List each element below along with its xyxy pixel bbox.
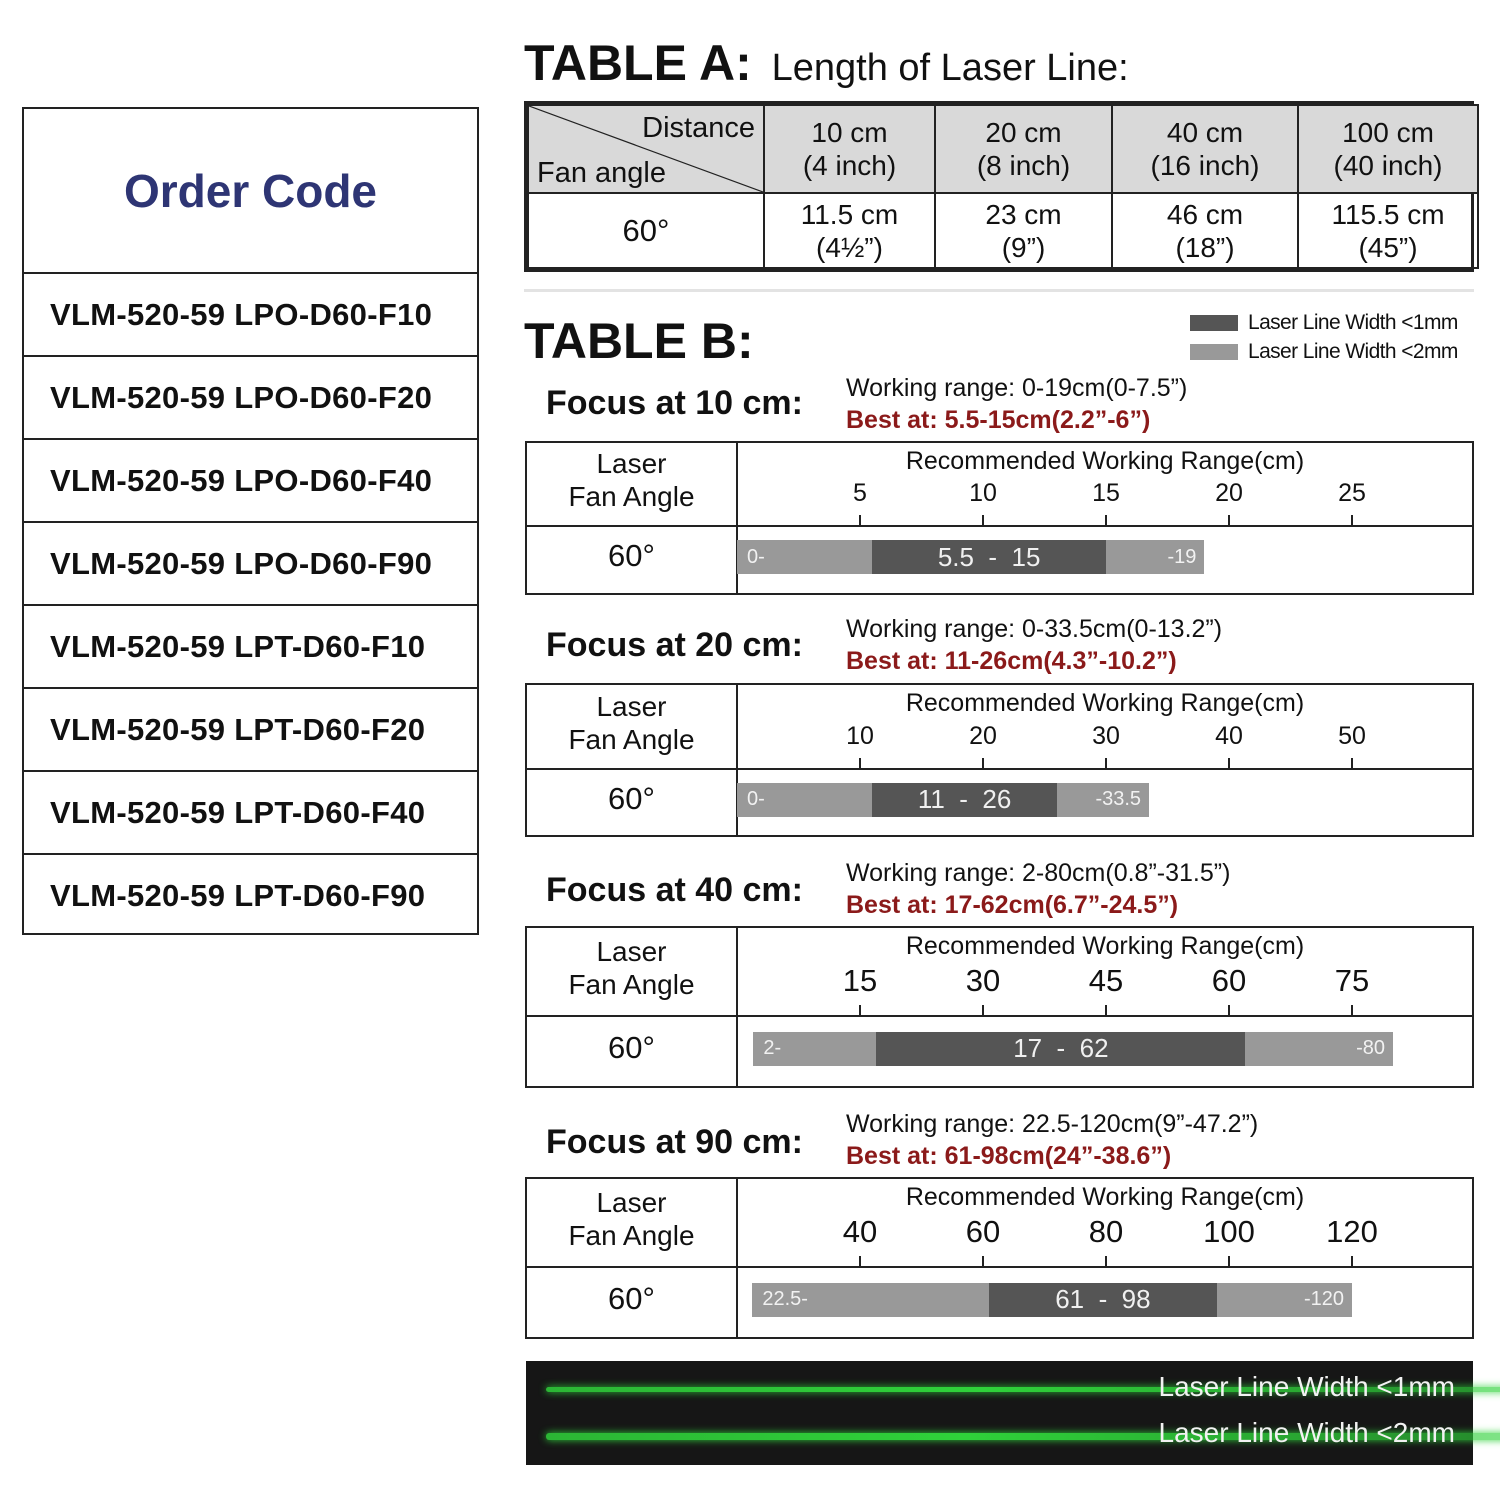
length-cell <box>935 193 1112 268</box>
axis-tick-label: 30 <box>1092 722 1120 750</box>
axis-tick-label: 40 <box>1215 722 1243 750</box>
laser-fan-angle-header <box>527 935 736 1001</box>
axis-tick <box>1105 758 1107 768</box>
axis-tick-label: 15 <box>842 963 878 998</box>
order-code-row: VLM-520-59 LPO-D60-F20 <box>24 357 477 440</box>
focus-title: Focus at 20 cm: <box>546 626 803 664</box>
focus-title: Focus at 10 cm: <box>546 384 803 422</box>
order-code-row: VLM-520-59 LPT-D60-F20 <box>24 689 477 772</box>
fan-angle-value: 60° <box>608 780 655 816</box>
range-bar-best: 61 - 98 <box>989 1283 1217 1317</box>
fan-angle-value: 60° <box>608 1029 655 1065</box>
order-code-row: VLM-520-59 LPO-D60-F40 <box>24 440 477 523</box>
axis-tick <box>1351 758 1353 768</box>
distance-cell <box>1298 105 1478 193</box>
axis-tick-label: 20 <box>969 722 997 750</box>
axis-tick-label: 20 <box>1215 479 1243 507</box>
axis-tick-label: 45 <box>1088 963 1124 998</box>
length-inch: (45”) <box>1358 231 1418 263</box>
focus-range-table <box>525 926 1474 1088</box>
axis-tick-label: 5 <box>853 479 867 507</box>
legend-swatch-light <box>1190 344 1238 360</box>
axis-tick <box>1228 1256 1230 1266</box>
working-range-text: Working range: 0-19cm(0-7.5”) <box>846 374 1188 402</box>
order-code-row: VLM-520-59 LPO-D60-F10 <box>24 274 477 357</box>
range-axis-title: Recommended Working Range(cm) <box>905 1183 1305 1211</box>
section-divider <box>524 289 1474 292</box>
range-start-label: 22.5- <box>762 1288 808 1310</box>
axis-tick <box>1228 1005 1230 1015</box>
axis-tick-label: 50 <box>1338 722 1366 750</box>
axis-tick-label: 15 <box>1092 479 1120 507</box>
axis-tick <box>859 758 861 768</box>
axis-tick-label: 40 <box>842 1214 878 1249</box>
axis-tick-label: 30 <box>965 963 1001 998</box>
axis-tick-label: 100 <box>1203 1214 1255 1249</box>
focus-range-table <box>525 441 1474 595</box>
axis-tick <box>1351 1256 1353 1266</box>
length-cm: 23 cm <box>985 198 1062 230</box>
axis-tick-label: 25 <box>1338 479 1366 507</box>
laser-label: Laser <box>596 935 667 967</box>
axis-tick <box>1105 1256 1107 1266</box>
laser-label: Laser <box>596 1186 667 1218</box>
table-a <box>524 101 1474 272</box>
table-a-subtitle: Length of Laser Line: <box>771 47 1129 89</box>
axis-tick-label: 10 <box>969 479 997 507</box>
order-code-table <box>22 107 479 935</box>
length-cm: 11.5 cm <box>800 198 899 230</box>
distance-cell <box>1112 105 1298 193</box>
range-end-label: -33.5 <box>1095 788 1142 810</box>
axis-tick <box>1351 515 1353 525</box>
range-bar-best: 17 - 62 <box>876 1032 1245 1066</box>
laser-fan-angle-header <box>527 690 736 756</box>
photo-label-wide: Laser Line Width <2mm <box>1158 1417 1455 1448</box>
fan-angle-label: Fan Angle <box>568 723 695 755</box>
legend-swatch-dark <box>1190 315 1238 331</box>
focus-range-table <box>525 1177 1474 1339</box>
distance-inch: (16 inch) <box>1150 150 1260 181</box>
range-axis-title: Recommended Working Range(cm) <box>905 932 1305 960</box>
range-axis-title: Recommended Working Range(cm) <box>905 447 1305 475</box>
fan-angle-label: Fan Angle <box>568 1219 695 1251</box>
fan-angle-value: 60° <box>528 193 764 268</box>
axis-tick <box>1228 515 1230 525</box>
range-end-label: -19 <box>1167 545 1197 568</box>
fan-angle-label: Fan Angle <box>568 481 695 512</box>
fan-angle-value: 60° <box>608 1280 655 1316</box>
legend-item-narrow <box>1190 311 1458 335</box>
range-end-label: -80 <box>1356 1037 1385 1059</box>
axis-tick <box>1105 515 1107 525</box>
working-range-bar <box>752 1283 1352 1317</box>
range-start-label: 2- <box>763 1037 782 1059</box>
range-start-label: 0- <box>747 545 765 568</box>
working-range-text: Working range: 0-33.5cm(0-13.2”) <box>846 615 1223 643</box>
laser-label: Laser <box>596 448 667 479</box>
legend-label: Laser Line Width <2mm <box>1248 340 1458 363</box>
focus-title: Focus at 90 cm: <box>546 1123 803 1161</box>
axis-tick-label: 80 <box>1088 1214 1124 1249</box>
table-a-label: TABLE A: <box>524 35 752 91</box>
focus-range-table <box>525 683 1474 837</box>
axis-tick <box>859 1005 861 1015</box>
distance-cell <box>935 105 1112 193</box>
table-a-title <box>524 34 1129 92</box>
range-bar-best: 11 - 26 <box>872 783 1057 817</box>
axis-tick <box>859 1256 861 1266</box>
length-cell <box>1298 193 1478 268</box>
axis-tick-label: 60 <box>965 1214 1001 1249</box>
working-range-text: Working range: 22.5-120cm(9”-47.2”) <box>846 1110 1259 1138</box>
legend-label: Laser Line Width <1mm <box>1248 311 1458 334</box>
order-code-row: VLM-520-59 LPT-D60-F10 <box>24 606 477 689</box>
axis-tick <box>1105 1005 1107 1015</box>
table-a-corner-cell <box>528 105 764 193</box>
distance-header: Distance <box>642 112 755 144</box>
legend-item-wide <box>1190 340 1458 364</box>
axis-tick <box>1351 1005 1353 1015</box>
distance-inch: (4 inch) <box>802 150 897 181</box>
axis-tick <box>1228 758 1230 768</box>
order-code-row: VLM-520-59 LPO-D60-F90 <box>24 523 477 606</box>
working-range-bar <box>737 783 1149 817</box>
laser-fan-angle-header <box>527 447 736 513</box>
laser-fan-angle-header <box>527 1186 736 1252</box>
length-cm: 115.5 cm <box>1331 198 1445 230</box>
photo-label-narrow: Laser Line Width <1mm <box>1158 1371 1455 1402</box>
length-inch: (9”) <box>1001 231 1046 263</box>
distance-cm: 20 cm <box>985 117 1062 148</box>
length-cell <box>1112 193 1298 268</box>
working-range-text: Working range: 2-80cm(0.8”-31.5”) <box>846 859 1231 887</box>
order-code-row: VLM-520-59 LPT-D60-F90 <box>50 878 426 913</box>
working-range-bar <box>737 540 1204 574</box>
laser-label: Laser <box>596 690 667 722</box>
length-inch: (18”) <box>1175 231 1235 263</box>
focus-title: Focus at 40 cm: <box>546 871 803 909</box>
axis-tick-label: 60 <box>1211 963 1247 998</box>
distance-cm: 100 cm <box>1342 117 1434 148</box>
fan-angle-label: Fan Angle <box>568 968 695 1000</box>
axis-tick <box>982 515 984 525</box>
order-code-header: Order Code <box>24 109 477 274</box>
fan-angle-header: Fan angle <box>537 157 666 189</box>
order-code-row: VLM-520-59 LPT-D60-F40 <box>24 772 477 855</box>
length-cm: 46 cm <box>1166 198 1244 230</box>
distance-cm: 40 cm <box>1166 117 1244 148</box>
axis-tick <box>982 1005 984 1015</box>
range-end-label: -120 <box>1303 1288 1344 1310</box>
table-b-title: TABLE B: <box>524 313 754 369</box>
best-range-text: Best at: 61-98cm(24”-38.6”) <box>846 1142 1172 1170</box>
fan-angle-value: 60° <box>608 538 655 573</box>
best-range-text: Best at: 17-62cm(6.7”-24.5”) <box>846 891 1179 919</box>
length-inch: (4½”) <box>816 231 883 263</box>
best-range-text: Best at: 5.5-15cm(2.2”-6”) <box>846 406 1151 434</box>
table-a-grid <box>527 104 1479 269</box>
length-cell <box>764 193 935 268</box>
best-range-text: Best at: 11-26cm(4.3”-10.2”) <box>846 647 1177 675</box>
distance-inch: (40 inch) <box>1333 150 1443 181</box>
working-range-bar <box>753 1032 1393 1066</box>
axis-tick-label: 75 <box>1334 963 1370 998</box>
axis-tick <box>982 758 984 768</box>
distance-inch: (8 inch) <box>976 150 1071 181</box>
laser-line-photo <box>526 1361 1473 1465</box>
range-axis-title: Recommended Working Range(cm) <box>905 689 1305 717</box>
range-start-label: 0- <box>747 788 765 810</box>
axis-tick-label: 10 <box>846 722 874 750</box>
range-bar-best: 5.5 - 15 <box>872 540 1106 574</box>
distance-cell <box>764 105 935 193</box>
distance-cm: 10 cm <box>811 117 888 148</box>
axis-tick <box>982 1256 984 1266</box>
axis-tick-label: 120 <box>1326 1214 1378 1249</box>
axis-tick <box>859 515 861 525</box>
